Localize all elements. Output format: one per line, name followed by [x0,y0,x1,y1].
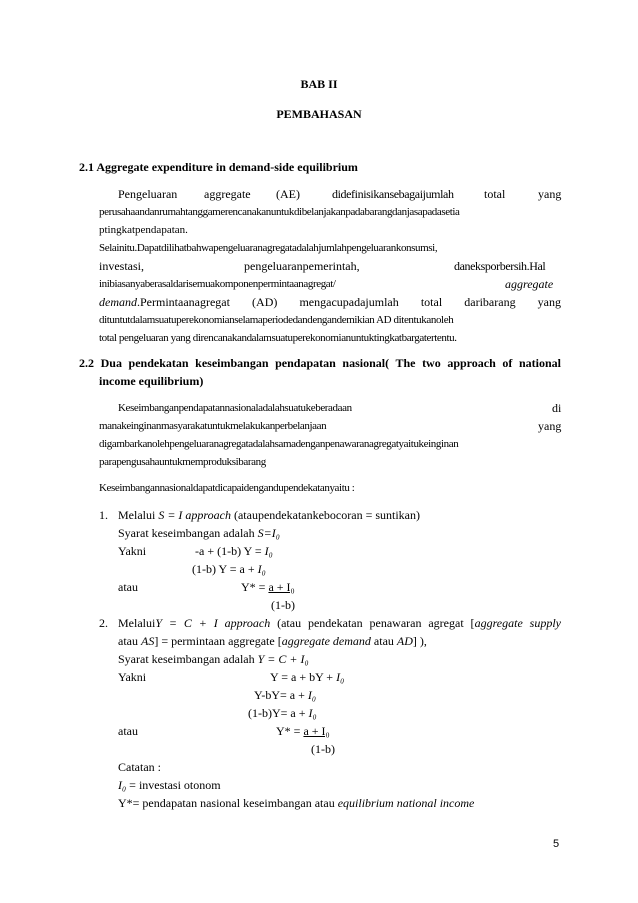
s21-p1-line7-term: demand [99,295,137,309]
item1-line1-b: S = I approach [158,508,231,522]
s22-p1-line2-end: yang [538,419,562,433]
item2-line4-eq-b: I₀ [336,670,345,684]
s21-p1-w4: didefinisikansebagaijumlah [332,187,454,201]
item2-line6-eq-b: I₀ [308,706,317,720]
s21-p1-w3: (AE) [276,187,300,201]
s21-p1-line2: perusahaandanrumahtanggamerencanakanuntukdibelanjakanpadabarangdanjasapadasetia [99,206,460,218]
item1-line3-eq [195,544,273,558]
item2-number: 2. [99,616,108,630]
item2-line3 [118,652,309,666]
item2-line4-label: Yakni [118,670,147,684]
note-line2 [118,796,474,810]
item1-line3-label: Yakni [118,544,147,558]
page-number: 5 [553,838,560,850]
item2-line1-a: Melalui [118,616,156,630]
section-2-2-title-line1: 2.2 Dua pendekatan keseimbangan pendapatan nasional( The two approach of national [79,356,561,370]
item2-line6-eq [248,706,317,720]
item2-line1-c: (atau pendekatan penawaran agregat [ [270,616,475,630]
s22-p1-line1: Keseimbanganpendapatannasionaladalahsuatukeberadaan [118,402,352,414]
note-line1 [118,778,221,792]
section-2-2-title-line2: income equilibrium) [99,374,204,388]
item2-line5-eq-b: I₀ [307,688,317,702]
s21-p1-line9: total pengeluaran yang direncanakandalamsuatuperekonomianuntuktingkatbargatertentu. [99,332,457,344]
item1-line5-eq [241,580,295,594]
item1-line2-a: Syarat keseimbangan adalah [118,526,258,540]
s21-p1-line3: ptingkatpendapatan. [99,224,188,236]
s21-p1-line7 [99,295,561,309]
item1-line3-eq-b: I₀ [264,544,273,558]
item2-line5-eq-a: Y-bY= a + [254,688,308,702]
item2-line5-eq [254,688,316,702]
s21-p1-line7-text: .Permintaanagregat (AD) mengacupadajumlah total daribarang yang [137,295,561,309]
item2-line7-eq-a: Y* = [276,724,304,738]
item2-line7-eq [276,724,330,738]
chapter-title: PEMBAHASAN [276,107,362,121]
s22-p1-line3: digambarkanolehpengeluaranagregatadalahsamadenganpenawaranagregatyaitukeinginan [99,438,459,450]
s21-p1-line6-term: aggregate [505,277,554,291]
s21-p1-line5-w3: daneksporbersih.Hal [454,259,546,273]
item1-line2-b: S=I₀ [257,526,280,540]
item1-line5-label: atau [118,580,138,594]
item2-line2-c: ] = permintaan aggregate [ [154,634,282,648]
item2-line1-d: aggregate supply [474,616,561,630]
item1-line1-a: Melalui [118,508,156,522]
item2-line4-eq-a: Y = a + bY + [270,670,337,684]
note-line1-text: = investasi otonom [126,778,221,792]
section-2-1-title: 2.1 Aggregate expenditure in demand-side equilibrium [79,160,358,174]
item1-line4-eq-a: (1-b) Y = a + [192,562,258,576]
s22-p1-line4: parapengusahauntukmemproduksibarang [99,456,266,468]
item2-line1 [118,616,561,630]
chapter-label: BAB II [300,77,338,91]
s22-p2: Keseimbangannasionaldapatdicapaidengandupendekatanyaitu : [99,482,355,494]
note-line1-symbol: I₀ [118,778,127,792]
s21-p1-line5-w1: investasi, [99,259,144,273]
s21-p1-line8: dituntutdalamsuatuperekonomianselamaperiodedandengandemikian AD ditentukanoleh [99,314,454,326]
item1-line5-eq-a: Y* = [241,580,269,594]
item2-line3-b: Y = C + I₀ [257,652,309,666]
note-line2-text: Y*= pendapatan nasional keseimbangan atau [118,796,338,810]
item2-line2 [118,634,427,648]
item2-line1-b: Y = C + I approach [155,616,271,630]
item1-denominator: (1-b) [271,598,295,612]
s21-p1-w2: aggregate [204,187,251,201]
item2-line7-label: atau [118,724,138,738]
item2-line2-d: aggregate demand [281,634,371,648]
item2-line2-f: AD [396,634,413,648]
item2-line4-eq [270,670,344,684]
s21-p1-w1: Pengeluaran [118,187,178,201]
note-title: Catatan : [118,760,161,774]
item2-line7-numerator: a + I₀ [303,724,330,738]
item1-line4-eq-b: I₀ [257,562,266,576]
s21-p1-line5-w2: pengeluaranpemerintah, [244,259,360,273]
s22-p1-line1-end: di [552,401,562,415]
item2-denominator: (1-b) [311,742,335,756]
s21-p1-w5: total [484,187,506,201]
s21-p1-line4: Selainitu.Dapatdilihatbahwapengeluaranagregatadalahjumlahpengeluarankonsumsi, [99,242,438,254]
item2-line3-a: Syarat keseimbangan adalah [118,652,258,666]
item1-number: 1. [99,508,108,522]
item2-line2-e: atau [370,634,397,648]
item1-line1-c: (ataupendekatankebocoran = suntikan) [230,508,421,522]
s21-p1-line6: inibiasanyaberasaldarisemuakomponenpermintaanagregat/ [99,278,336,290]
item1-line5-numerator: a + I₀ [268,580,295,594]
item1-line1 [118,508,420,522]
item2-line2-a: atau [118,634,141,648]
item1-line2 [118,526,280,540]
note-line2-term: equilibrium national income [337,796,475,810]
s22-p1-line2: manakeinginanmasyarakatuntukmelakukanperbelanjaan [99,420,327,432]
item2-line2-g: ] ), [412,634,427,648]
item1-line4-eq [192,562,266,576]
s21-p1-w6: yang [538,187,562,201]
item2-line2-b: AS [141,634,155,648]
item2-line6-eq-a: (1-b)Y= a + [248,706,309,720]
item1-line3-eq-a: -a + (1-b) Y = [195,544,265,558]
